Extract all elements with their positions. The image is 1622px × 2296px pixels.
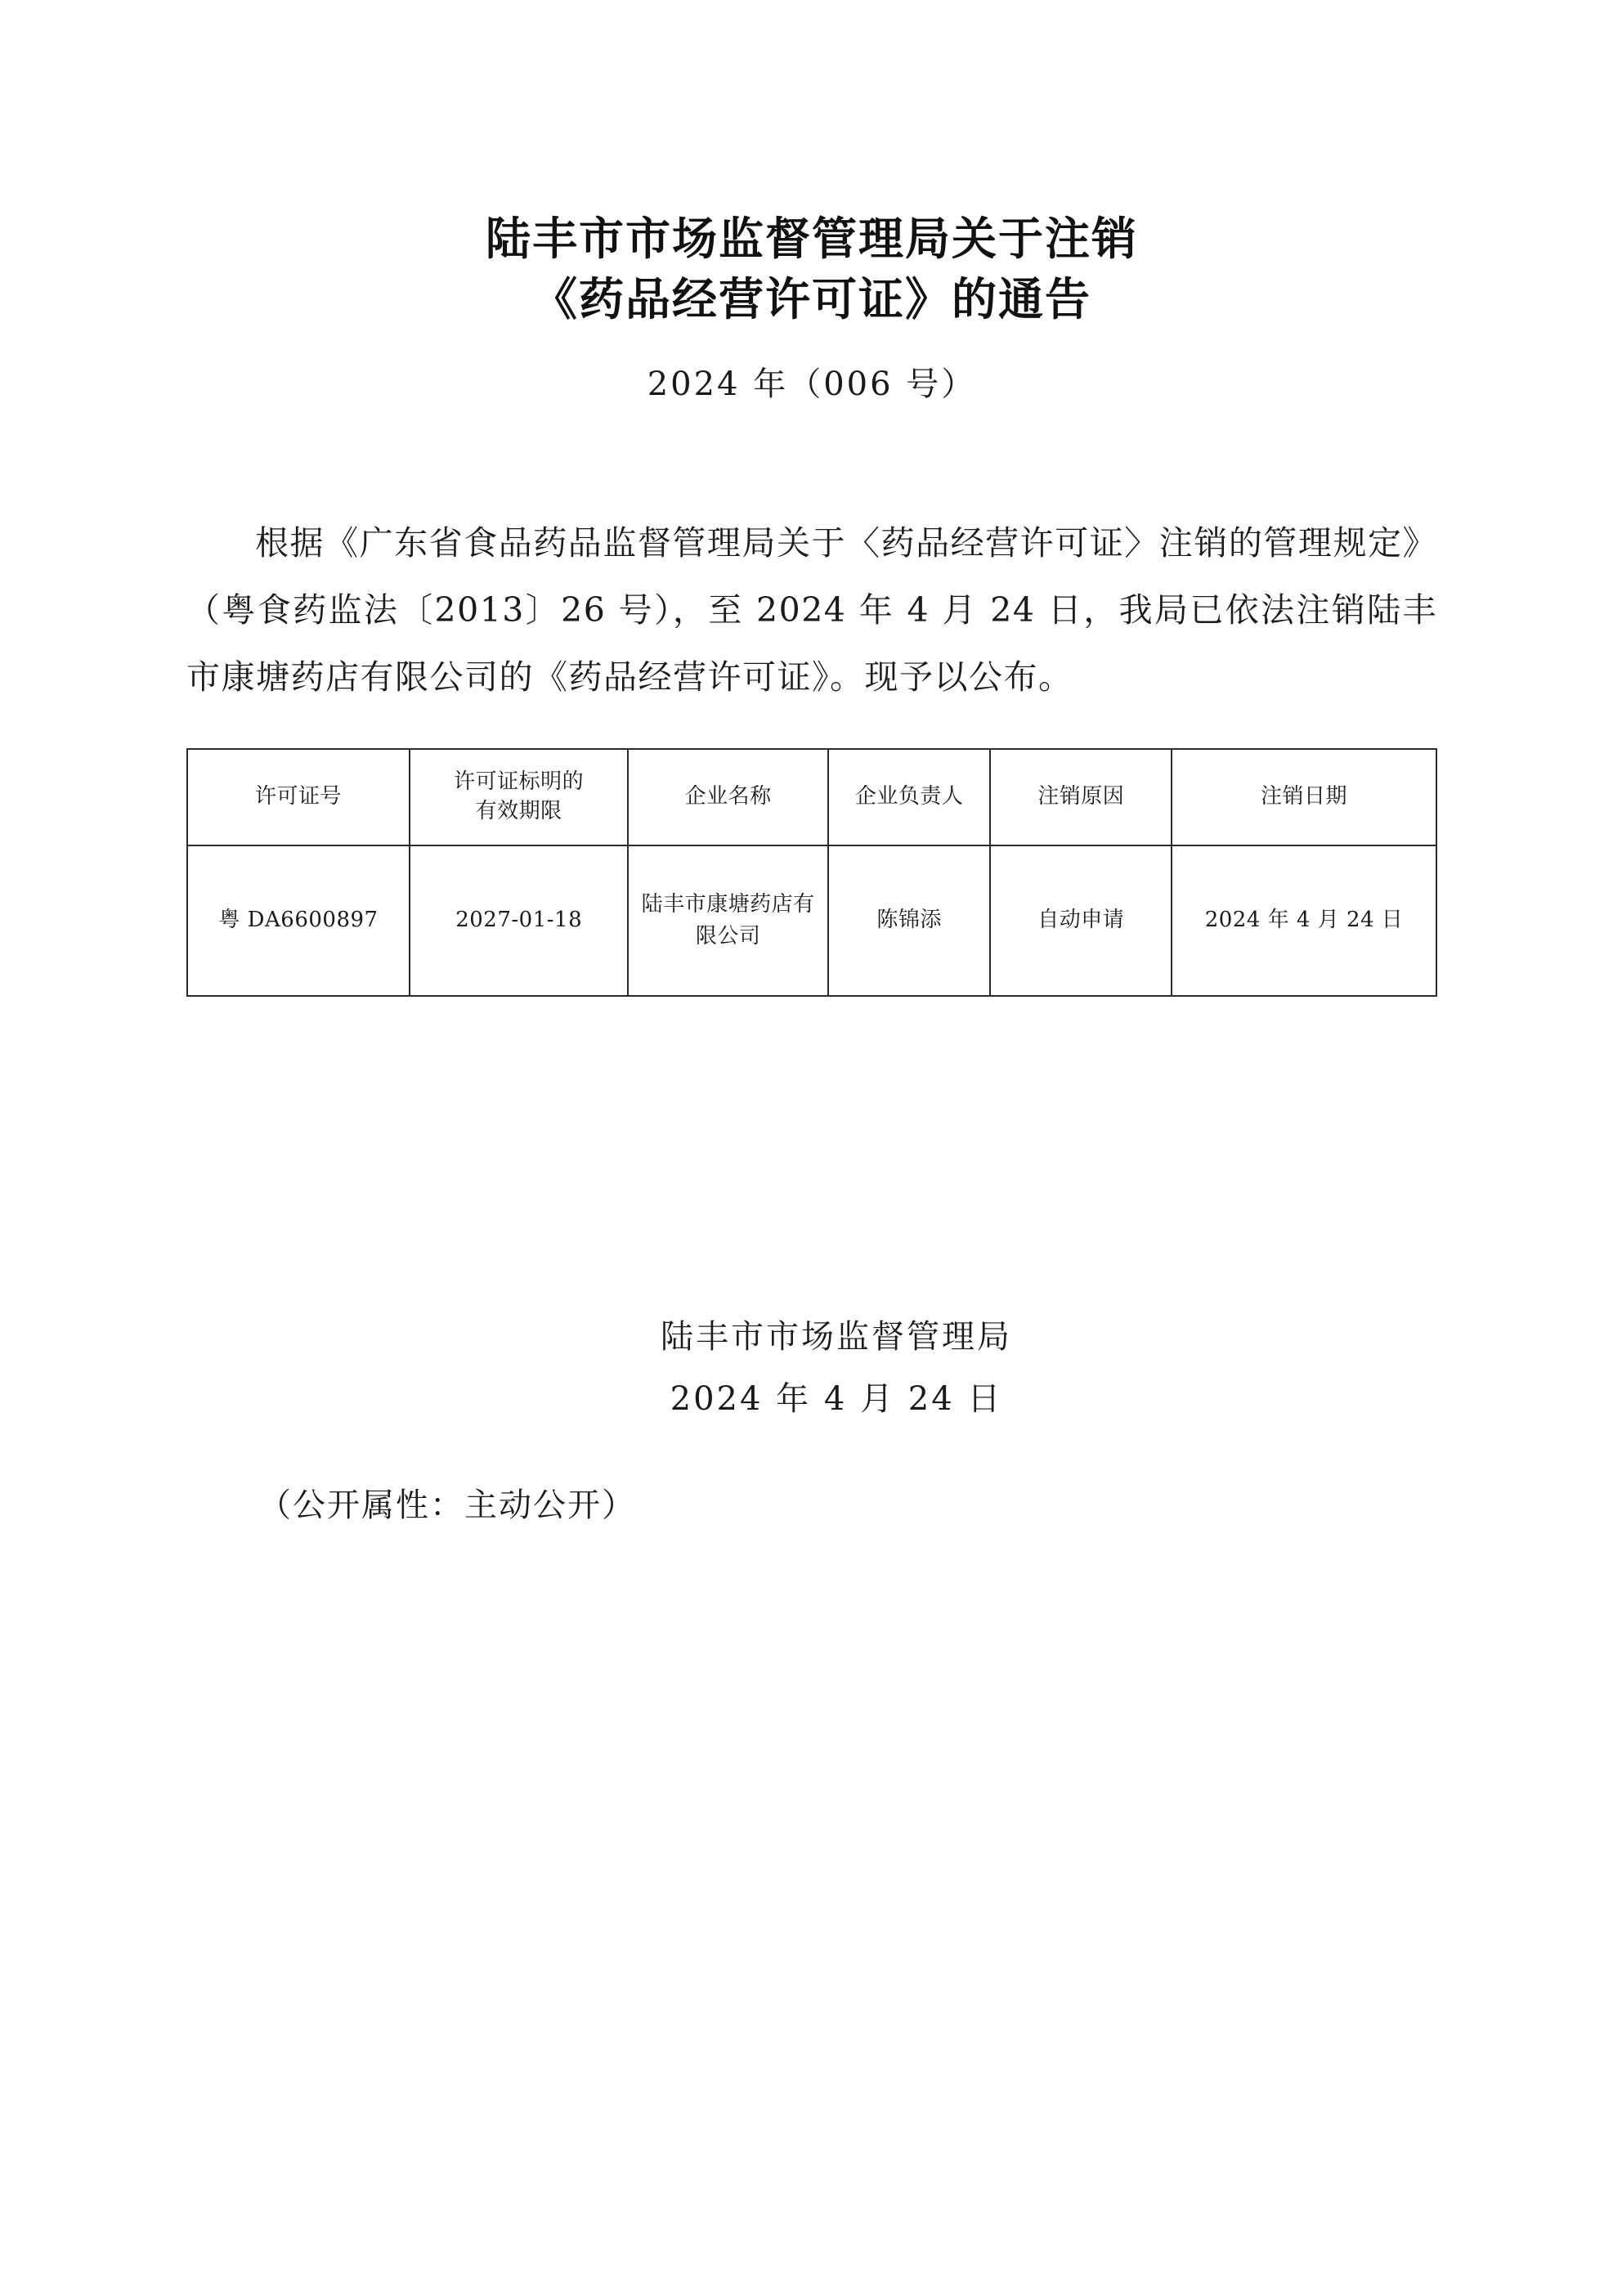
signature-block xyxy=(186,1306,1437,1430)
cell-company-name: 陆丰市康塘药店有限公司 xyxy=(628,845,827,996)
table-row xyxy=(187,845,1436,996)
document-number: 2024 年（006 号） xyxy=(647,365,977,403)
cell-cancel-date: 2024 年 4 月 24 日 xyxy=(1172,845,1436,996)
table-header-row xyxy=(187,749,1436,845)
cell-cancel-reason: 自动申请 xyxy=(990,845,1172,996)
disclosure-attribute: （公开属性：主动公开） xyxy=(258,1486,636,1524)
title-line-2: 《药品经营许可证》的通告 xyxy=(531,272,1091,326)
cell-license-no: 粤 DA6600897 xyxy=(187,845,410,996)
column-header-valid-period-line2: 有效期限 xyxy=(475,798,562,823)
column-header-company-name: 企业名称 xyxy=(628,749,827,845)
cancellation-table xyxy=(186,748,1437,997)
column-header-license-no: 许可证号 xyxy=(187,749,410,845)
cancellation-table-wrapper xyxy=(186,748,1437,997)
column-header-cancel-date: 注销日期 xyxy=(1172,749,1436,845)
column-header-valid-period-line1: 许可证标明的 xyxy=(454,769,585,795)
signature-date: 2024 年 4 月 24 日 xyxy=(670,1379,1003,1418)
title-line-1: 陆丰市市场监督管理局关于注销 xyxy=(485,212,1138,265)
signature-organization: 陆丰市市场监督管理局 xyxy=(661,1317,1012,1356)
cell-responsible-person: 陈锦添 xyxy=(828,845,991,996)
column-header-cancel-reason: 注销原因 xyxy=(990,749,1172,845)
body-paragraph xyxy=(186,509,1437,711)
document-content xyxy=(186,0,1437,1526)
cell-valid-period: 2027-01-18 xyxy=(410,845,628,996)
column-header-responsible-person: 企业负责人 xyxy=(828,749,991,845)
paragraph-text: 根据《广东省食品药品监督管理局关于〈药品经营许可证〉注销的管理规定》（粤食药监法〔2013〕26 号），至 2024 年 4 月 24 日，我局已依法注销陆丰市康塘药店有限公司的《药品经营许可证》。现予以公布。 xyxy=(186,522,1437,697)
column-header-valid-period xyxy=(410,749,628,845)
page-title xyxy=(186,209,1437,330)
